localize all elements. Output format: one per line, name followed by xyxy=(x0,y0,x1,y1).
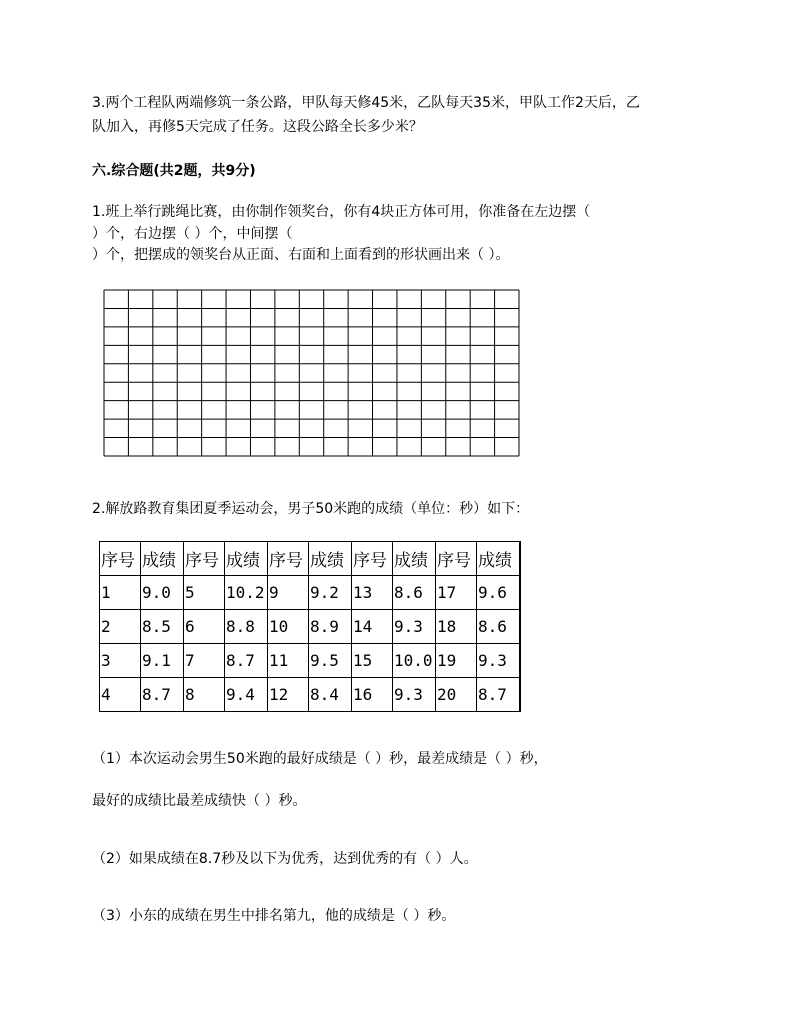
table-header-cell: 序号 xyxy=(352,542,393,576)
table-header-cell: 成绩 xyxy=(309,542,352,576)
table-row xyxy=(100,576,521,610)
table-cell: 20 xyxy=(436,678,477,712)
table-header-cell: 序号 xyxy=(100,542,141,576)
table-header-cell: 成绩 xyxy=(477,542,521,576)
p2-sub3: （3）小东的成绩在男生中排名第九，他的成绩是（ ）秒。 xyxy=(92,908,456,924)
p1-line-2: ）个，右边摆（ ）个，中间摆（ xyxy=(92,226,293,242)
table-header-cell: 成绩 xyxy=(141,542,184,576)
table-cell: 16 xyxy=(352,678,393,712)
table-cell: 1 xyxy=(100,576,141,610)
table-cell: 18 xyxy=(436,610,477,644)
q3-line-2: 队加入，再修5天完成了任务。这段公路全长多少米？ xyxy=(92,119,423,135)
p2-sub2: （2）如果成绩在8.7秒及以下为优秀，达到优秀的有（ ）人。 xyxy=(92,851,478,867)
table-cell: 10 xyxy=(268,610,309,644)
table-cell: 4 xyxy=(100,678,141,712)
table-cell: 8.5 xyxy=(141,610,184,644)
table-cell: 9 xyxy=(268,576,309,610)
table-header-cell: 序号 xyxy=(436,542,477,576)
table-cell: 11 xyxy=(268,644,309,678)
table-cell: 8.7 xyxy=(141,678,184,712)
q3-line-1: 3.两个工程队两端修筑一条公路，甲队每天修45米，乙队每天35米，甲队工作2天后，乙 xyxy=(92,95,640,111)
p2-sub1-line-2: 最好的成绩比最差成绩快（ ）秒。 xyxy=(92,793,307,809)
table-cell: 10.2 xyxy=(225,576,268,610)
table-cell: 8.9 xyxy=(309,610,352,644)
table-header-cell: 序号 xyxy=(184,542,225,576)
table-cell: 8.6 xyxy=(393,576,436,610)
table-cell: 5 xyxy=(184,576,225,610)
table-cell: 9.3 xyxy=(477,644,521,678)
table-cell: 8 xyxy=(184,678,225,712)
table-cell: 9.1 xyxy=(141,644,184,678)
table-cell: 17 xyxy=(436,576,477,610)
score-table xyxy=(99,541,521,712)
table-cell: 8.6 xyxy=(477,610,521,644)
table-header-cell: 成绩 xyxy=(393,542,436,576)
table-cell: 6 xyxy=(184,610,225,644)
p1-line-1: 1.班上举行跳绳比赛，由你制作领奖台，你有4块正方体可用，你准备在左边摆（ xyxy=(92,204,591,220)
table-cell: 9.6 xyxy=(477,576,521,610)
drawing-grid xyxy=(103,289,521,459)
table-row xyxy=(100,678,521,712)
table-row xyxy=(100,610,521,644)
table-header-cell: 成绩 xyxy=(225,542,268,576)
table-cell: 7 xyxy=(184,644,225,678)
p2-sub1-line-1: （1）本次运动会男生50米跑的最好成绩是（ ）秒，最差成绩是（ ）秒， xyxy=(92,751,548,767)
section-6-title: 六.综合题(共2题，共9分) xyxy=(92,163,256,179)
table-cell: 8.7 xyxy=(225,644,268,678)
table-cell: 8.4 xyxy=(309,678,352,712)
table-cell: 9.3 xyxy=(393,678,436,712)
table-cell: 9.2 xyxy=(309,576,352,610)
table-cell: 9.0 xyxy=(141,576,184,610)
table-header-cell: 序号 xyxy=(268,542,309,576)
table-cell: 8.7 xyxy=(477,678,521,712)
table-cell: 3 xyxy=(100,644,141,678)
table-cell: 9.3 xyxy=(393,610,436,644)
table-cell: 2 xyxy=(100,610,141,644)
table-cell: 19 xyxy=(436,644,477,678)
p1-line-3: ）个，把摆成的领奖台从正面、右面和上面看到的形状画出来（ ）。 xyxy=(92,247,510,263)
table-cell: 10.0 xyxy=(393,644,436,678)
table-cell: 12 xyxy=(268,678,309,712)
table-cell: 9.4 xyxy=(225,678,268,712)
table-header-row xyxy=(100,542,521,576)
p2-intro: 2.解放路教育集团夏季运动会，男子50米跑的成绩（单位：秒）如下： xyxy=(92,501,530,517)
table-row xyxy=(100,644,521,678)
table-cell: 8.8 xyxy=(225,610,268,644)
table-cell: 9.5 xyxy=(309,644,352,678)
table-cell: 13 xyxy=(352,576,393,610)
table-cell: 15 xyxy=(352,644,393,678)
table-cell: 14 xyxy=(352,610,393,644)
